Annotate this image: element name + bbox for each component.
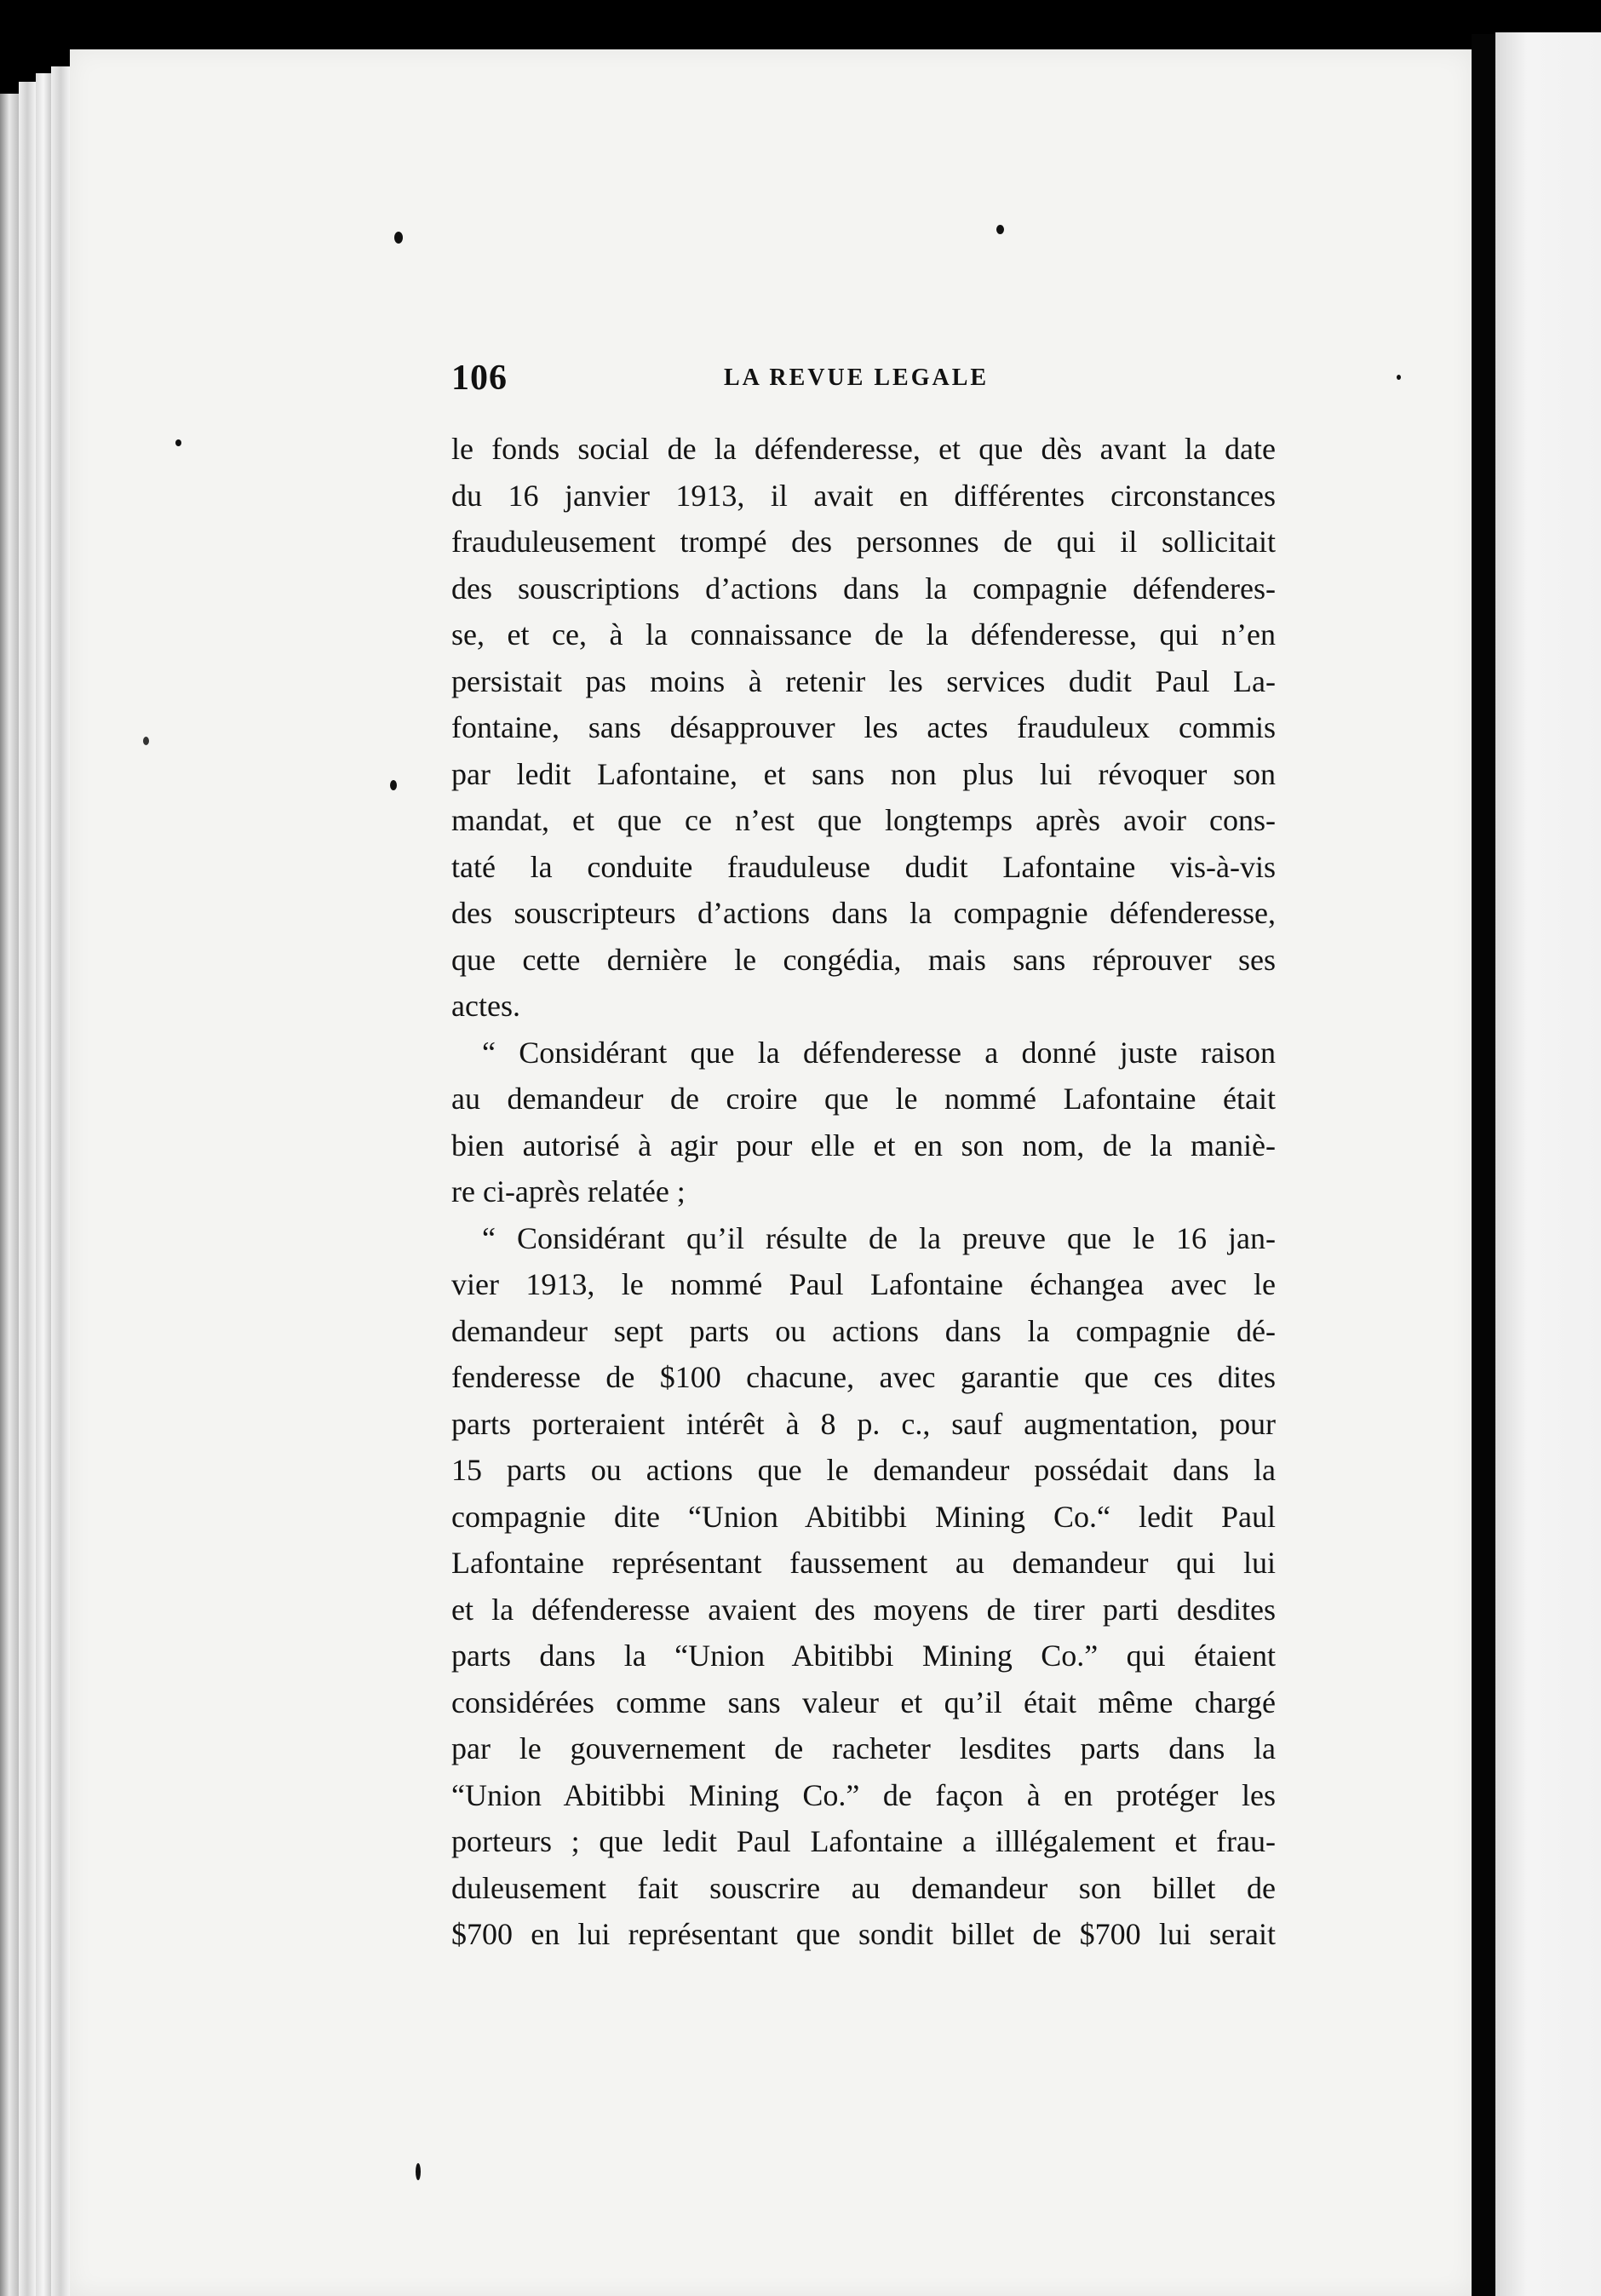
page-number: 106 xyxy=(451,359,508,398)
text-line: fenderesse de $100 chacune, avec garantie que ces dites xyxy=(451,1360,1276,1394)
text-line: considérées comme sans valeur et qu’il était même chargé xyxy=(451,1685,1276,1719)
text-line: taté la conduite frauduleuse dudit Lafontaine vis-à-vis xyxy=(451,849,1276,884)
paragraph xyxy=(451,1215,1276,1958)
scan-speck xyxy=(1397,375,1401,380)
text-line: re ci-après relatée ; xyxy=(451,1174,686,1208)
text-line: du 16 janvier 1913, il avait en différentes circonstances xyxy=(451,478,1276,513)
text-line: que cette dernière le congédia, mais sans réprouver ses xyxy=(451,942,1276,977)
scan-speck xyxy=(996,225,1004,234)
text-line: le fonds social de la défenderesse, et que dès avant la date xyxy=(451,432,1276,466)
paragraph xyxy=(451,1030,1276,1215)
text-line: au demandeur de croire que le nommé Lafontaine était xyxy=(451,1082,1276,1116)
page-edge xyxy=(19,82,36,2296)
scan-speck xyxy=(394,232,403,244)
text-line: se, et ce, à la connaissance de la défenderesse, qui n’en xyxy=(451,617,1276,651)
text-line: bien autorisé à agir pour elle et en son nom, de la maniè- xyxy=(451,1128,1276,1162)
text-line: des souscriptions d’actions dans la compagnie défenderes- xyxy=(451,571,1276,606)
text-line: mandat, et que ce n’est que longtemps après avoir cons- xyxy=(451,803,1276,837)
text-line: vier 1913, le nommé Paul Lafontaine échangea avec le xyxy=(451,1267,1276,1301)
text-line: actes. xyxy=(451,989,520,1023)
text-line: persistait pas moins à retenir les services dudit Paul La- xyxy=(451,663,1276,698)
page-edge xyxy=(51,66,70,2296)
text-line: “ Considérant qu’il résulte de la preuve que le 16 jan- xyxy=(482,1220,1276,1255)
text-line: “Union Abitibbi Mining Co.” de façon à en protéger les xyxy=(451,1777,1276,1812)
scan-speck xyxy=(416,2163,421,2180)
text-line: “ Considérant que la défenderesse a donné juste raison xyxy=(482,1035,1276,1070)
text-line: et la défenderesse avaient des moyens de tirer parti desdites xyxy=(451,1592,1276,1627)
binding-gutter xyxy=(1472,34,1495,2296)
scan-speck xyxy=(143,737,149,745)
scan-speck xyxy=(390,780,397,790)
text-line: demandeur sept parts ou actions dans la compagnie dé- xyxy=(451,1313,1276,1348)
page-header xyxy=(451,358,1303,400)
running-head: LA REVUE LEGALE xyxy=(724,364,990,391)
page-edge xyxy=(36,73,51,2296)
text-line: des souscripteurs d’actions dans la compagnie défenderesse, xyxy=(451,896,1276,930)
text-line: parts porteraient intérêt à 8 p. c., sauf augmentation, pour xyxy=(451,1406,1276,1441)
text-line: 15 parts ou actions que le demandeur possédait dans la xyxy=(451,1453,1276,1487)
scan-speck xyxy=(175,439,181,446)
text-line: fontaine, sans désapprouver les actes frauduleux commis xyxy=(451,710,1276,744)
page-edge xyxy=(0,94,19,2296)
text-line: duleusement fait souscrire au demandeur son billet de xyxy=(451,1870,1276,1905)
text-line: compagnie dite “Union Abitibbi Mining Co.“ ledit Paul xyxy=(451,1499,1276,1534)
text-line: frauduleusement trompé des personnes de qui il sollicitait xyxy=(451,525,1276,559)
text-line: porteurs ; que ledit Paul Lafontaine a illlégalement et frau- xyxy=(451,1824,1276,1858)
text-line: $700 en lui représentant que sondit billet de $700 lui serait xyxy=(451,1917,1276,1951)
text-line: par ledit Lafontaine, et sans non plus lui révoquer son xyxy=(451,756,1276,791)
text-line: parts dans la “Union Abitibbi Mining Co.” qui étaient xyxy=(451,1639,1276,1673)
facing-page-edge xyxy=(1495,32,1601,2296)
text-line: Lafontaine représentant faussement au demandeur qui lui xyxy=(451,1546,1276,1580)
paragraph xyxy=(451,426,1276,1030)
body-text xyxy=(451,426,1276,1958)
text-line: par le gouvernement de racheter lesdites parts dans la xyxy=(451,1731,1276,1765)
